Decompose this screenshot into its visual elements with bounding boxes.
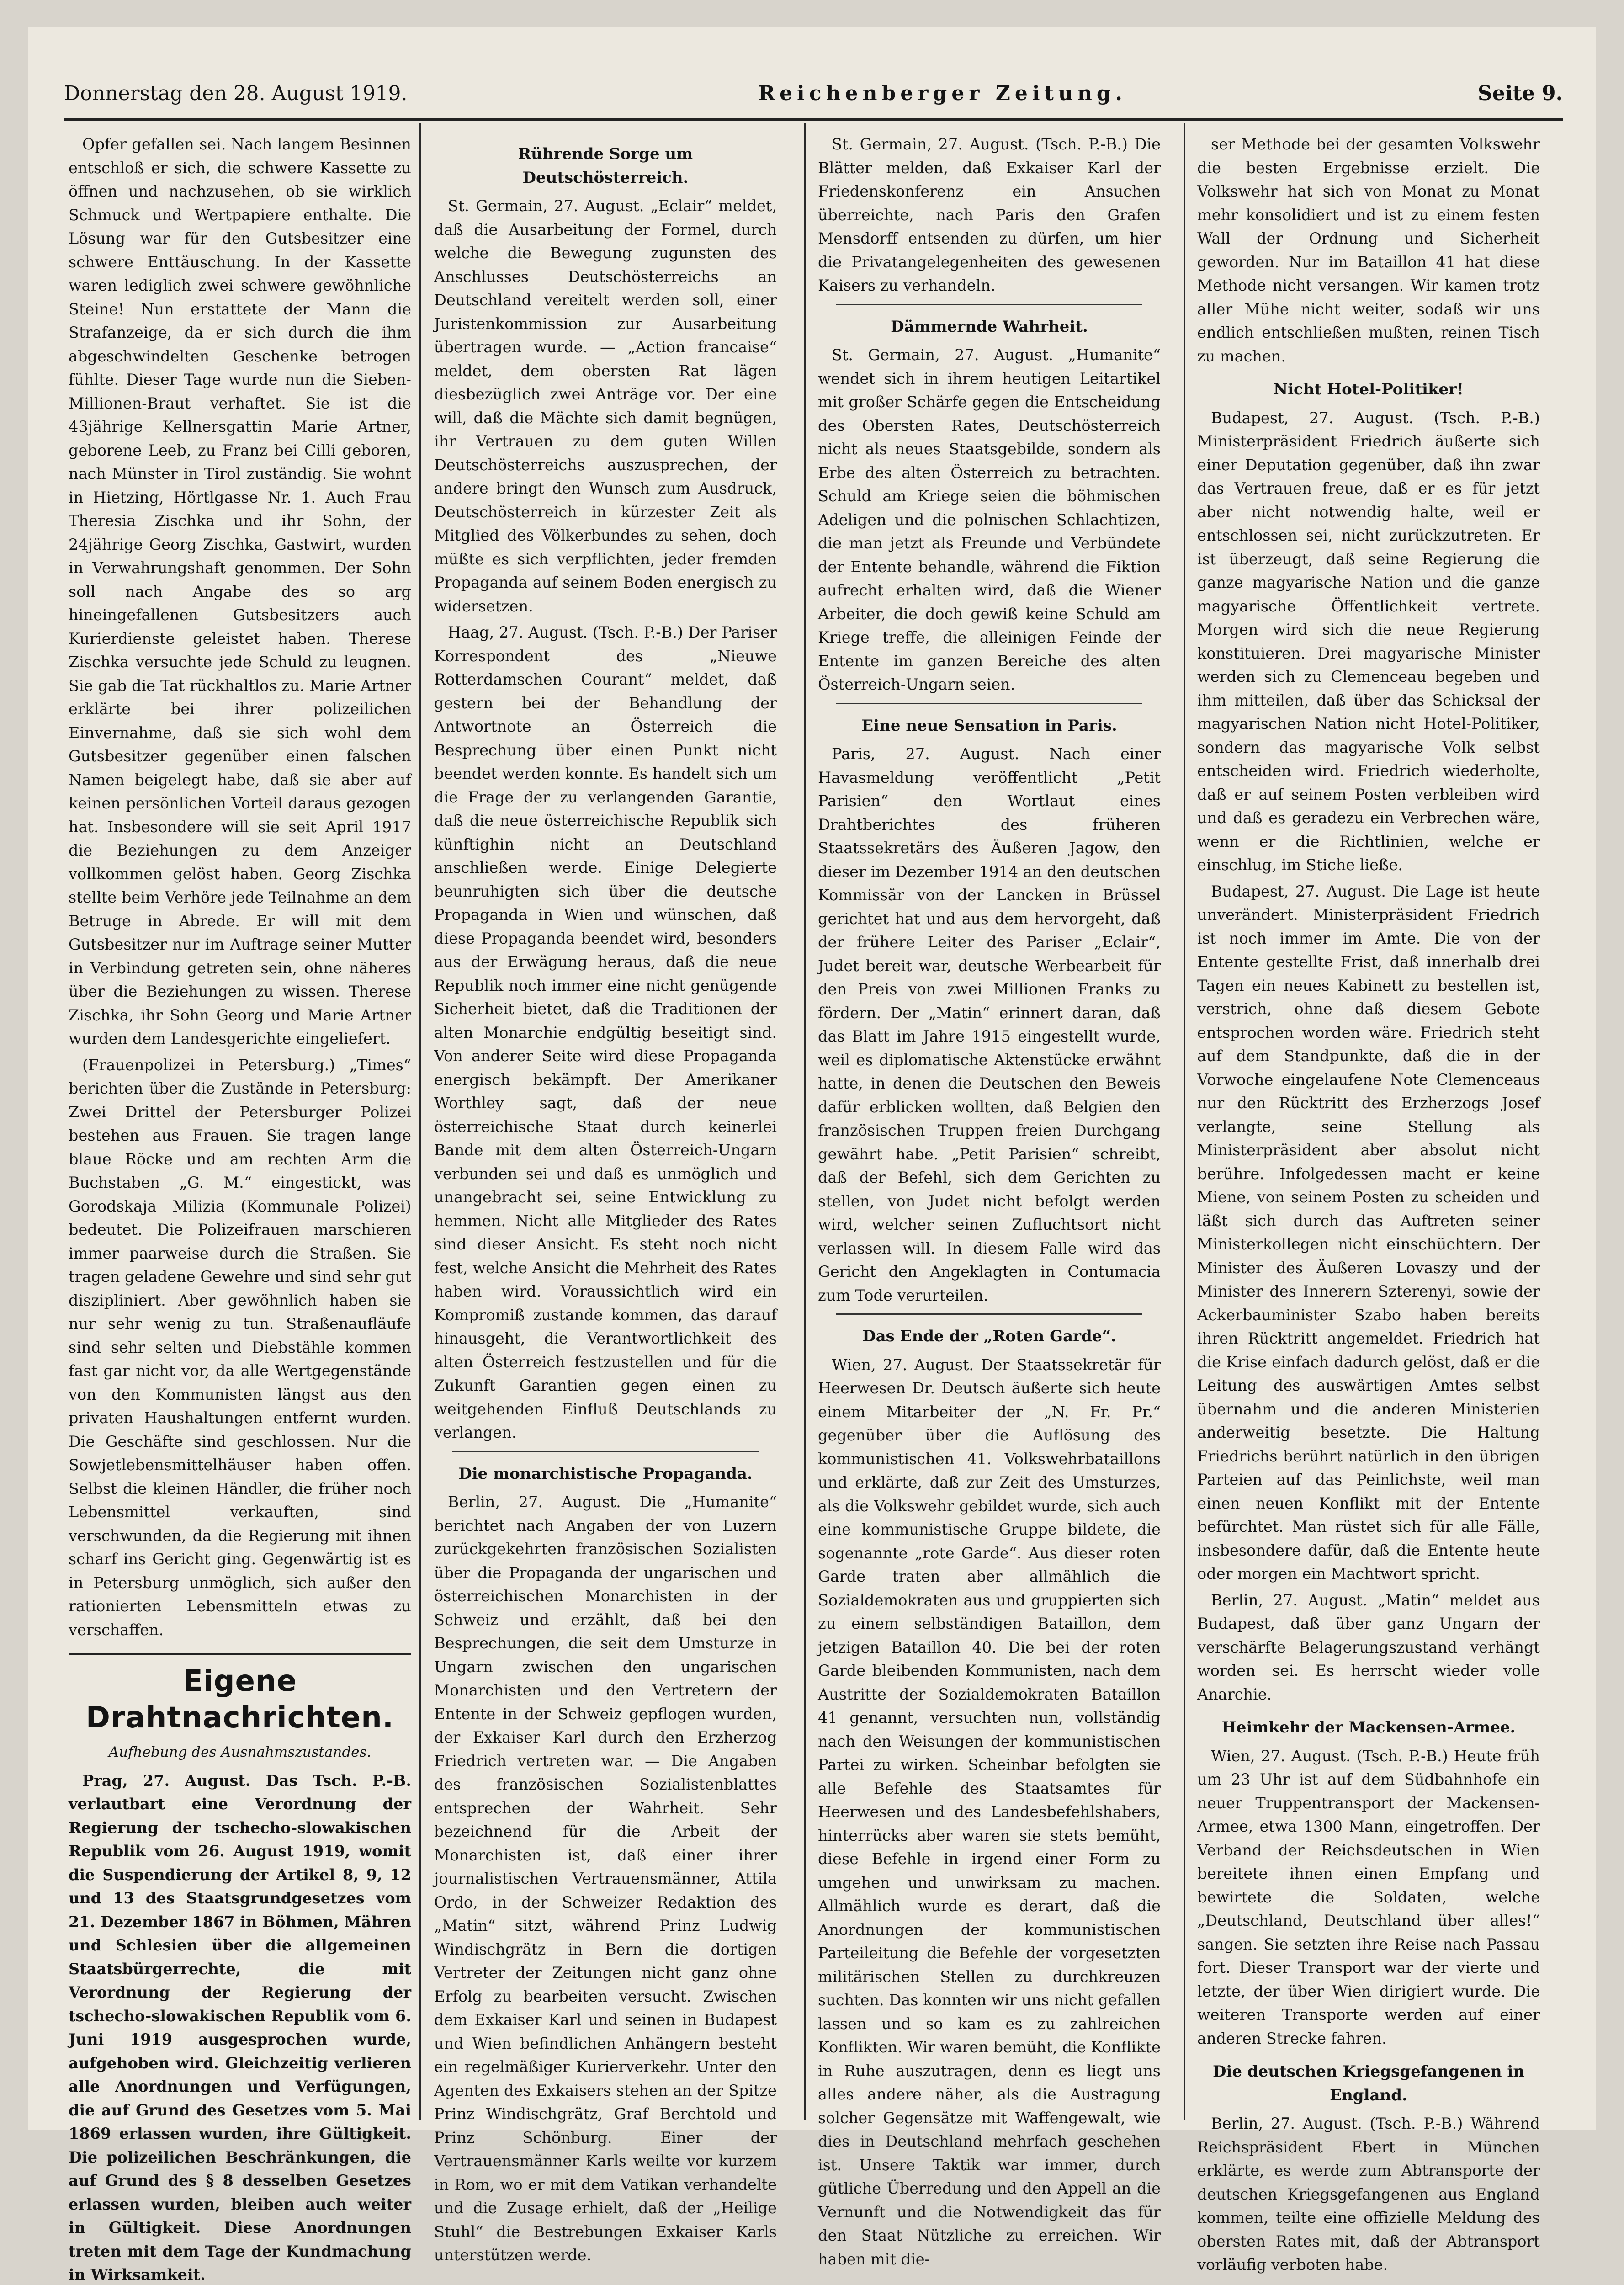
column-rule	[1184, 123, 1185, 2120]
article-paragraph: (Frauenpolizei in Petersburg.) „Times“ berichten über die Zustände in Petersburg: Zwei Drittel der Petersburger Polizei bestehen aus Frauen. Sie tragen lange blaue Röcke und am rechten Arm die Buchstaben „G. M.“ eingestickt, was Gorodskaja Milizia (Kommunale Polizei) bedeutet. Die Polizeifrauen marschieren immer paarweise durch die Straßen. Sie tragen geladene Gewehre und sind sehr gut diszipliniert. Aber gewöhnlich haben sie nur sehr wenig zu tun. Straßenaufläufe sind sehr selten und Diebstähle kommen fast gar nicht vor, da alle Wertgegenstände von den Kommunisten längst aus den privaten Haushaltungen entfernt wurden. Die Geschäfte sind geschlossen. Nur die Sowjetlebensmittelhäuser haben offen. Selbst die kleinen Händler, die früher noch Lebensmittel verkauften, sind verschwunden, da die Regierung mit ihnen scharf ins Gericht ging. Gegenwärtig ist es in Petersburg unmöglich, sich außer den rationierten Lebensmitteln etwas zu verschaffen.	[69, 1053, 411, 1642]
article-paragraph: Berlin, 27. August. Die „Humanite“ berichtet nach Angaben der von Luzern zurückgekehrten französischen Sozialisten über die Propaganda der ungarischen und österreichischen Monarchisten in der Schweiz und erzählt, daß bei den Besprechungen, die seit dem Umsturze in Ungarn zwischen den ungarischen Monarchisten und den Vertretern der Entente in der Schweiz gepflogen wurden, der Exkaiser Karl durch den Erzherzog Friedrich vertreten war. — Die Angaben des französischen Sozialistenblattes entsprechen der Wahrheit. Sehr bezeichnend für die Arbeit der Monarchisten ist, daß einer ihrer journalistischen Vertrauensmänner, Attila Ordo, in der Schweizer Redaktion des „Matin“ sitzt, während Prinz Ludwig Windischgrätz in Bern die dortigen Vertreter der Zeitungen nicht ganz ohne Erfolg zu bearbeiten versucht. Zwischen dem Exkaiser Karl und seinen in Budapest und Wien befindlichen Anhängern besteht ein regelmäßiger Kurierverkehr. Unter den Agenten des Exkaisers stehen an der Spitze Prinz Windischgrätz, Graf Berchtold und Prinz Schönburg. Einer der Vertrauensmänner Karls weilte vor kurzem in Rom, wo er mit dem Vatikan verhandelte und die Zusage erhielt, daß der „Heilige Stuhl“ die Bestrebungen Exkaiser Karls unterstützen werde.	[434, 1490, 777, 2267]
article-paragraph: St. Germain, 27. August. „Humanite“ wendet sich in ihrem heutigen Leitartikel mit großer Schärfe gegen die Entscheidung des Obersten Rates, Deutschösterreich nicht als neues Staatsgebilde, sondern als Erbe des alten Österreich zu betrachten. Schuld am Kriege seien die böhmischen Adeligen und die polnischen Schlachtizen, die man jetzt als Freunde und Verbündete der Entente behandle, während die Fiktion aufrecht erhalten wird, daß die Wiener Arbeiter, die doch gewiß keine Schuld am Kriege treffe, die alleinigen Feinde der Entente im ganzen Bereiche des alten Österreich-Ungarn seien.	[818, 343, 1161, 696]
article-headline: Rührende Sorge um Deutschösterreich.	[434, 143, 777, 190]
article-paragraph: Paris, 27. August. Nach einer Havasmeldung veröffentlicht „Petit Parisien“ den Wortlaut eines Drahtberichtes des früheren Staatssekretärs des Äußeren Jagow, den dieser im Dezember 1914 an den deutschen Kommissär von der Lancken in Brüssel gerichtet hat und aus dem hervorgeht, daß der frühere Leiter des Pariser „Eclair“, Judet bereit war, deutsche Werbearbeit für den Preis von zwei Millionen Franks zu fördern. Der „Matin“ erinnert daran, daß das Blatt im Jahre 1915 eingestellt wurde, weil es diplomatische Aktenstücke erwähnt hatte, in denen die Deutschen den Beweis dafür erblicken wollten, daß Belgien den französischen Truppen freien Durchgang gewährt habe. „Petit Parisien“ schreibt, daß der Befehl, sich dem Gerichten zu stellen, von Judet nicht befolgt werden wird, welcher seinen Zufluchtsort nicht verlassen will. In diesem Falle wird das Gericht den Angeklagten in Contumacia zum Tode verurteilen.	[818, 742, 1161, 1307]
article-headline: Heimkehr der Mackensen-Armee.	[1197, 1716, 1540, 1740]
article-paragraph: Haag, 27. August. (Tsch. P.-B.) Der Pariser Korrespondent des „Nieuwe Rotterdamschen Courant“ meldet, daß gestern bei der Behandlung der Antwortnote an Österreich die Besprechung über einen Punkt nicht beendet werden konnte. Es handelt sich um die Frage der zu verlangenden Garantie, daß die neue österreichische Republik sich künftighin nicht an Deutschland anschließen werde. Einige Delegierte beunruhigten sich über die deutsche Propaganda in Wien und wünschen, daß diese Propaganda beendet wird, besonders aus der Erwägung heraus, daß die neue Republik noch immer eine nicht genügende Sicherheit bietet, daß die Traditionen der alten Monarchie endgültig beseitigt sind. Von anderer Seite wird diese Propaganda energisch bekämpft. Der Amerikaner Worthley sagt, daß der neue österreichische Staat durch keinerlei Bande mit dem alten Österreich-Ungarn verbunden sei und daß es unmöglich und unangebracht sei, seine Entwicklung zu hemmen. Nicht alle Mitglieder des Rates sind dieser Ansicht. Es steht noch nicht fest, welche Ansicht die Mehrheit des Rates haben wird. Voraussichtlich wird ein Kompromiß zustande kommen, das darauf hinausgeht, die Verantwortlichkeit des alten Österreich festzustellen und für die Zukunft Garantien gegen einen zu weitgehenden Einfluß Deutschlands zu verlangen.	[434, 621, 777, 1445]
issue-date: Donnerstag den 28. August 1919.	[64, 82, 407, 105]
article-paragraph: St. Germain, 27. August. (Tsch. P.-B.) Die Blätter melden, daß Exkaiser Karl der Friedenskonferenz ein Ansuchen überreichte, nach Paris den Grafen Mensdorff entsenden zu dürfen, um hier die Privatangelegenheiten des gewesenen Kaisers zu verhandeln.	[818, 133, 1161, 298]
newspaper-title: Reichenberger Zeitung.	[758, 82, 1126, 105]
page-number: Seite 9.	[1478, 82, 1563, 105]
article-headline: Die monarchistische Propaganda.	[434, 1462, 777, 1486]
article-headline: Aufhebung des Ausnahmszustandes.	[69, 1741, 411, 1764]
article-divider	[836, 304, 1142, 305]
article-paragraph: St. Germain, 27. August. „Eclair“ meldet, daß die Ausarbeitung der Formel, durch welche die Bewegung zugunsten des Anschlusses Deutschösterreichs an Deutschland vereitelt werden soll, einer Juristenkommission zur Ausarbeitung übertragen wurde. — „Action francaise“ meldet, dem obersten Rat lägen diesbezüglich zwei Anträge vor. Der eine will, daß die Mächte sich damit begnügen, ihr Vertrauen zu dem guten Willen Deutschösterreichs auszusprechen, der andere bringt den Wunsch zum Ausdruck, Deutschösterreich in kürzester Zeit als Mitglied des Völkerbundes zu sehen, doch müßte es sich verpflichten, jeder fremden Propaganda auf seinem Boden energisch zu widersetzen.	[434, 194, 777, 618]
column-rule	[419, 123, 421, 2120]
article-paragraph: Berlin, 27. August. „Matin“ meldet aus Budapest, daß über ganz Ungarn der verschärfte Belagerungszustand verhängt worden sei. Es herrscht wieder volle Anarchie.	[1197, 1589, 1540, 1706]
article-paragraph: Berlin, 27. August. (Tsch. P.-B.) Während Reichspräsident Ebert in München erklärte, es werde zum Abtransporte der deutschen Kriegsgefangenen aus England kommen, teilte eine offizielle Meldung des obersten Rates mit, daß der Abtransport vorläufig verboten habe.	[1197, 2112, 1540, 2277]
column-rule	[804, 123, 806, 2120]
article-headline: Eine neue Sensation in Paris.	[818, 714, 1161, 738]
article-headline: Nicht Hotel-Politiker!	[1197, 378, 1540, 402]
article-headline: Dämmernde Wahrheit.	[818, 315, 1161, 339]
column-2	[434, 133, 777, 2111]
article-paragraph: Budapest, 27. August. (Tsch. P.-B.) Ministerpräsident Friedrich äußerte sich einer Deputation gegenüber, daß ihn zwar das Vertrauen freue, daß er es für jetzt aber nicht notwendig halte, weil er entschlossen sei, nicht zurückzutreten. Er ist überzeugt, daß seine Regierung die ganze magyarische Nation und die ganze magyarische Öffentlichkeit vertrete. Morgen wird sich die neue Regierung konstituieren. Drei magyarische Minister werden sich zu Clemenceau begeben und ihm mitteilen, daß über das Schicksal der magyarischen Nation nicht Hotel-Politiker, sondern das magyarische Volk selbst entscheiden wird. Friedrich wiederholte, daß er auf seinem Posten verbleiben wird und daß es geradezu ein Verbrechen wäre, wenn er die Richtlinien, welche er einschlug, im Stiche ließe.	[1197, 406, 1540, 877]
article-paragraph: Prag, 27. August. Das Tsch. P.-B. verlautbart eine Verordnung der Regierung der tschecho-slowakischen Republik vom 26. August 1919, womit die Suspendierung der Artikel 8, 9, 12 und 13 des Staatsgrundgesetzes vom 21. Dezember 1867 in Böhmen, Mähren und Schlesien über die allgemeinen Staatsbürgerrechte, die mit Verordnung der Regierung der tschecho-slowakischen Republik vom 6. Juni 1919 ausgesprochen wurde, aufgehoben wird. Gleichzeitig verlieren alle Anordnungen und Verfügungen, die auf Grund des Gesetzes vom 5. Mai 1869 erlassen wurden, ihre Gültigkeit. Die polizeilichen Beschränkungen, die auf Grund des § 8 desselben Gesetzes erlassen wurden, bleiben auch weiter in Gültigkeit. Diese Anordnungen treten mit dem Tage der Kundmachung in Wirksamkeit.	[69, 1769, 411, 2285]
masthead	[64, 69, 1563, 105]
column-1	[69, 133, 411, 2111]
article-paragraph: Opfer gefallen sei. Nach langem Besinnen entschloß er sich, die schwere Kassette zu öffnen und nachzusehen, ob sie wirklich Schmuck und Wertpapiere enthalte. Die Lösung war für den Gutsbesitzer eine schwere Enttäuschung. In der Kassette waren lediglich zwei schwere gewöhnliche Steine! Nun erstattete der Mann die Strafanzeige, da er sich durch die ihm abgeschwindelten Geschenke betrogen fühlte. Dieser Tage wurde nun die Sieben-Millionen-Braut verhaftet. Sie ist die 43jährige Kellnersgattin Marie Artner, geborene Leeb, zu Franz bei Cilli geboren, nach Münster in Tirol zuständig. Sie wohnt in Hietzing, Hörtlgasse Nr. 1. Auch Frau Theresia Zischka und ihr Sohn, der 24jährige Georg Zischka, Gastwirt, wurden in Verwahrungshaft genommen. Der Sohn soll nach Angabe des so arg hineingefallenen Gutsbesitzers auch Kurierdienste geleistet haben. Therese Zischka versuchte jede Schuld zu leugnen. Sie gab die Tat rückhaltlos zu. Marie Artner erklärte bei ihrer polizeilichen Einvernahme, daß sie sich wohl dem Gutsbesitzer gegenüber einen falschen Namen beigelegt habe, daß sie aber auf keinen persönlichen Vorteil daraus gezogen hat. Insbesondere will sie seit April 1917 die Beziehungen zu dem Anzeiger vollkommen gelöst haben. Georg Zischka stellte beim Verhöre jede Teilnahme an dem Betruge in Abrede. Er will mit dem Gutsbesitzer nur im Auftrage seiner Mutter in Verbindung getreten sein, ohne näheres über die Beziehungen zu wissen. Therese Zischka, ihr Sohn Georg und Marie Artner wurden dem Landesgerichte eingeliefert.	[69, 133, 411, 1051]
article-divider	[452, 1451, 759, 1452]
article-divider	[836, 703, 1142, 704]
article-divider	[836, 1313, 1142, 1315]
article-headline: Das Ende der „Roten Garde“.	[818, 1325, 1161, 1349]
column-3	[818, 133, 1161, 2111]
article-paragraph: ser Methode bei der gesamten Volkswehr die besten Ergebnisse erzielt. Die Volkswehr hat sich von Monat zu Monat mehr konsolidiert und ist zu einem festen Wall der Ordnung und Sicherheit geworden. Nur im Bataillon 41 hat diese Methode nicht versangen. Wir kamen trotz aller Mühe nicht weiter, sodaß wir uns endlich entschließen mußten, reinen Tisch zu machen.	[1197, 133, 1540, 368]
article-paragraph: Budapest, 27. August. Die Lage ist heute unverändert. Ministerpräsident Friedrich ist noch immer im Amte. Die von der Entente gestellte Frist, daß innerhalb drei Tagen ein neues Kabinett zu bestellen ist, verstrich, ohne daß diesem Gebote entsprochen worden wäre. Friedrich steht auf dem Standpunkte, daß die in der Vorwoche eingelaufene Note Clemenceaus nur den Rücktritt des Erzherzogs Josef verlangte, seine Stellung als Ministerpräsident aber absolut nicht berühre. Infolgedessen macht er keine Miene, von seinem Posten zu scheiden und läßt sich durch das Auftreten seiner Ministerkollegen nicht einschüchtern. Der Minister des Äußeren Lovaszy und der Minister des Innerern Szterenyi, sowie der Ackerbauminister Szabo haben bereits ihren Rücktritt angemeldet. Friedrich hat die Krise einfach dadurch gelöst, daß er die Leitung des auswärtigen Amtes selbst übernahm und die anderen Ministerien anderweitig besetzte. Die Haltung Friedrichs berührt natürlich in den übrigen Parteien auf das Peinlichste, weil man einen neuen Konflikt mit der Entente befürchtet. Man rüstet sich für alle Fälle, insbesondere dafür, daß die Entente heute oder morgen ein Machtwort spricht.	[1197, 880, 1540, 1586]
section-title: Eigene Drahtnachrichten.	[69, 1653, 411, 1736]
column-4	[1197, 133, 1540, 2111]
article-paragraph: Wien, 27. August. Der Staatssekretär für Heerwesen Dr. Deutsch äußerte sich heute einem Mitarbeiter der „N. Fr. Pr.“ gegenüber über die Auflösung des kommunistischen 41. Volkswehrbataillons und erklärte, daß zur Zeit des Umsturzes, als die Volkswehr gebildet wurde, sich auch eine kommunistische Gruppe bildete, die sogenannte „rote Garde“. Aus dieser roten Garde traten aber allmählich die Sozialdemokraten aus und gruppierten sich zu einem selbständigen Bataillon, dem jetzigen Bataillon 40. Die bei der roten Garde bleibenden Kommunisten, nach dem Austritte der Sozialdemokraten Bataillon 41 genannt, versuchten nun, vollständig nach den Weisungen der kommunistischen Partei zu wirken. Scheinbar befolgten sie alle Befehle des Staatsamtes für Heerwesen und des Landesbefehlshabers, hinterrücks aber waren sie stets bemüht, diese Befehle in irgend einer Form zu umgehen und unwirksam zu machen. Allmählich wurde es derart, daß die Anordnungen der kommunistischen Parteileitung die Befehle der vorgesetzten militärischen Stellen zu durchkreuzen suchten. Das konnten wir uns nicht gefallen lassen und so kam es zu zahlreichen Konflikten. Wir waren bemüht, die Konflikte in Ruhe auszutragen, denn es liegt uns alles andere näher, als die Austragung solcher Gegensätze mit Waffengewalt, wie dies in Deutschland mehrfach geschehen ist. Unsere Taktik war immer, durch gütliche Überredung und den Appell an die Vernunft und die Notwendigkeit das für den Staat Nützliche zu erreichen. Wir haben mit die-	[818, 1353, 1161, 2271]
header-rule	[64, 118, 1563, 121]
article-paragraph: Wien, 27. August. (Tsch. P.-B.) Heute früh um 23 Uhr ist auf dem Südbahnhofe ein neuer Truppentransport der Mackensen-Armee, etwa 1300 Mann, eingetroffen. Der Verband der Reichsdeutschen in Wien bereitete ihnen einen Empfang und bewirtete die Soldaten, welche „Deutschland, Deutschland über alles!“ sangen. Sie setzten ihre Reise nach Passau fort. Dieser Transport war der vierte und letzte, der über Wien dirigiert wurde. Die weiteren Transporte werden auf einer anderen Strecke fahren.	[1197, 1744, 1540, 2051]
article-headline: Die deutschen Kriegsgefangenen in England.	[1197, 2060, 1540, 2107]
